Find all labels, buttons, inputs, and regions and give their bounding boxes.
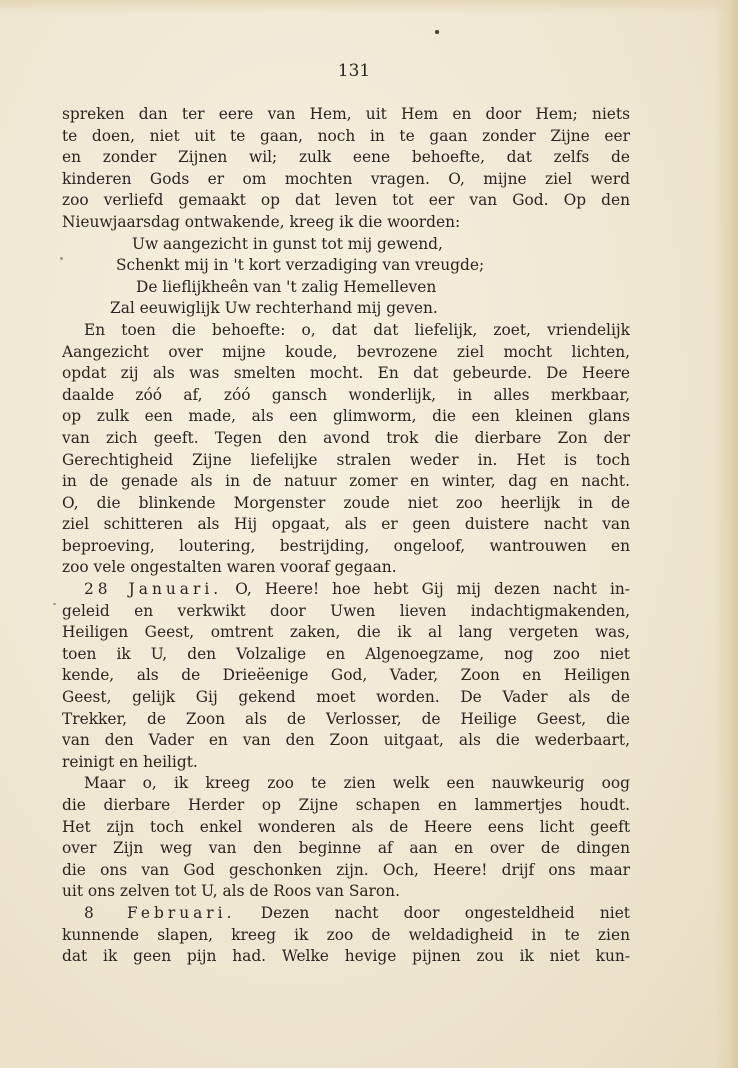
text-line: die ons van God geschonken zijn. Och, Heere! drijf ons maar [62, 860, 630, 879]
print-speck [435, 30, 439, 34]
text-line [62, 903, 630, 925]
text-line: van den Vader en van den Zoon uitgaat, als die wederbaart, [62, 731, 630, 750]
text-line: daalde zóó af, zóó gansch wonderlijk, in alles merkbaar, [62, 385, 630, 404]
verse-line: Zal eeuwiglijk Uw rechterhand mij geven. [110, 299, 438, 318]
text-line: beproeving, loutering, bestrijding, ongeloof, wantrouwen en [62, 536, 630, 555]
entry-date: 28 Januari. [84, 580, 223, 599]
text-line [62, 579, 630, 601]
text-line: Heiligen Geest, omtrent zaken, die ik al lang vergeten was, [62, 623, 630, 642]
text-line: kende, als de Drieëenige God, Vader, Zoon en Heiligen [62, 666, 630, 685]
page-text [62, 104, 630, 968]
verse-line: De lieflijkheên van 't zalig Hemelleven [136, 277, 437, 296]
text-line: Maar o, ik kreeg zoo te zien welk een nauwkeurig oog [84, 774, 630, 793]
entry-text: O, Heere! hoe hebt Gij mij dezen nacht in- [235, 580, 630, 599]
text-line: reinigt en heiligt. [62, 752, 198, 771]
text-line: Gerechtigheid Zijne liefelijke stralen weder in. Het is toch [62, 450, 630, 469]
page-number: 131 [337, 61, 371, 81]
text-line: Geest, gelijk Gij gekend moet worden. De Vader als de [62, 688, 630, 707]
text-line: toen ik U, den Volzalige en Algenoegzame, nog zoo niet [62, 644, 630, 663]
page-edge-right [714, 0, 738, 1068]
text-line: opdat zij als was smelten mocht. En dat gebeurde. De Heere [62, 364, 630, 383]
text-line: over Zijn weg van den beginne af aan en over de dingen [62, 839, 630, 858]
text-line: geleid en verkwikt door Uwen lieven indachtigmakenden, [62, 601, 630, 620]
text-line: die dierbare Herder op Zijne schapen en lammertjes houdt. [62, 796, 630, 814]
text-line: te doen, niet uit te gaan, noch in te gaan zonder Zijne eer [62, 126, 630, 145]
text-line: spreken dan ter eere van Hem, uit Hem en door Hem; niets [62, 105, 630, 123]
text-line: En toen die behoefte: o, dat dat liefelijk, zoet, vriendelijk [84, 320, 630, 339]
text-line: en zonder Zijnen wil; zulk eene behoefte, dat zelfs de [62, 148, 630, 167]
text-line: Het zijn toch enkel wonderen als de Heere eens licht geeft [62, 817, 630, 836]
print-speck [53, 603, 56, 605]
text-line: zoo vele ongestalten waren vooraf gegaan. [62, 558, 397, 577]
verse-line: Uw aangezicht in gunst tot mij gewend, [132, 234, 443, 253]
verse-line: Schenkt mij in 't kort verzadiging van vreugde; [116, 256, 485, 275]
text-line: O, die blinkende Morgenster zoude niet zoo heerlijk in de [62, 493, 630, 512]
text-line: kunnende slapen, kreeg ik zoo de weldadigheid in te zien [62, 925, 630, 944]
text-line: ziel schitteren als Hij opgaat, als er geen duistere nacht van [62, 515, 630, 534]
entry-text: Dezen nacht door ongesteldheid niet [260, 903, 630, 922]
text-line: uit ons zelven tot U, als de Roos van Saron. [62, 882, 400, 901]
text-line: kinderen Gods er om mochten vragen. O, mijne ziel werd [62, 169, 630, 188]
page-edge-top [0, 0, 738, 14]
text-line: van zich geeft. Tegen den avond trok die dierbare Zon der [62, 428, 630, 447]
text-line: Trekker, de Zoon als de Verlosser, de Heilige Geest, die [62, 709, 630, 728]
entry-date: 8 Februari. [84, 903, 236, 922]
text-line: op zulk een made, als een glimworm, die een kleinen glans [62, 407, 630, 426]
text-line: zoo verliefd gemaakt op dat leven tot eer van God. Op den [62, 191, 630, 210]
text-line: Aangezicht over mijne koude, bevrozene ziel mocht lichten, [62, 342, 630, 361]
text-line: dat ik geen pijn had. Welke hevige pijnen zou ik niet kun- [62, 947, 630, 966]
text-line: in de genade als in de natuur zomer en winter, dag en nacht. [62, 472, 630, 491]
text-line: Nieuwjaarsdag ontwakende, kreeg ik die woorden: [62, 212, 461, 231]
